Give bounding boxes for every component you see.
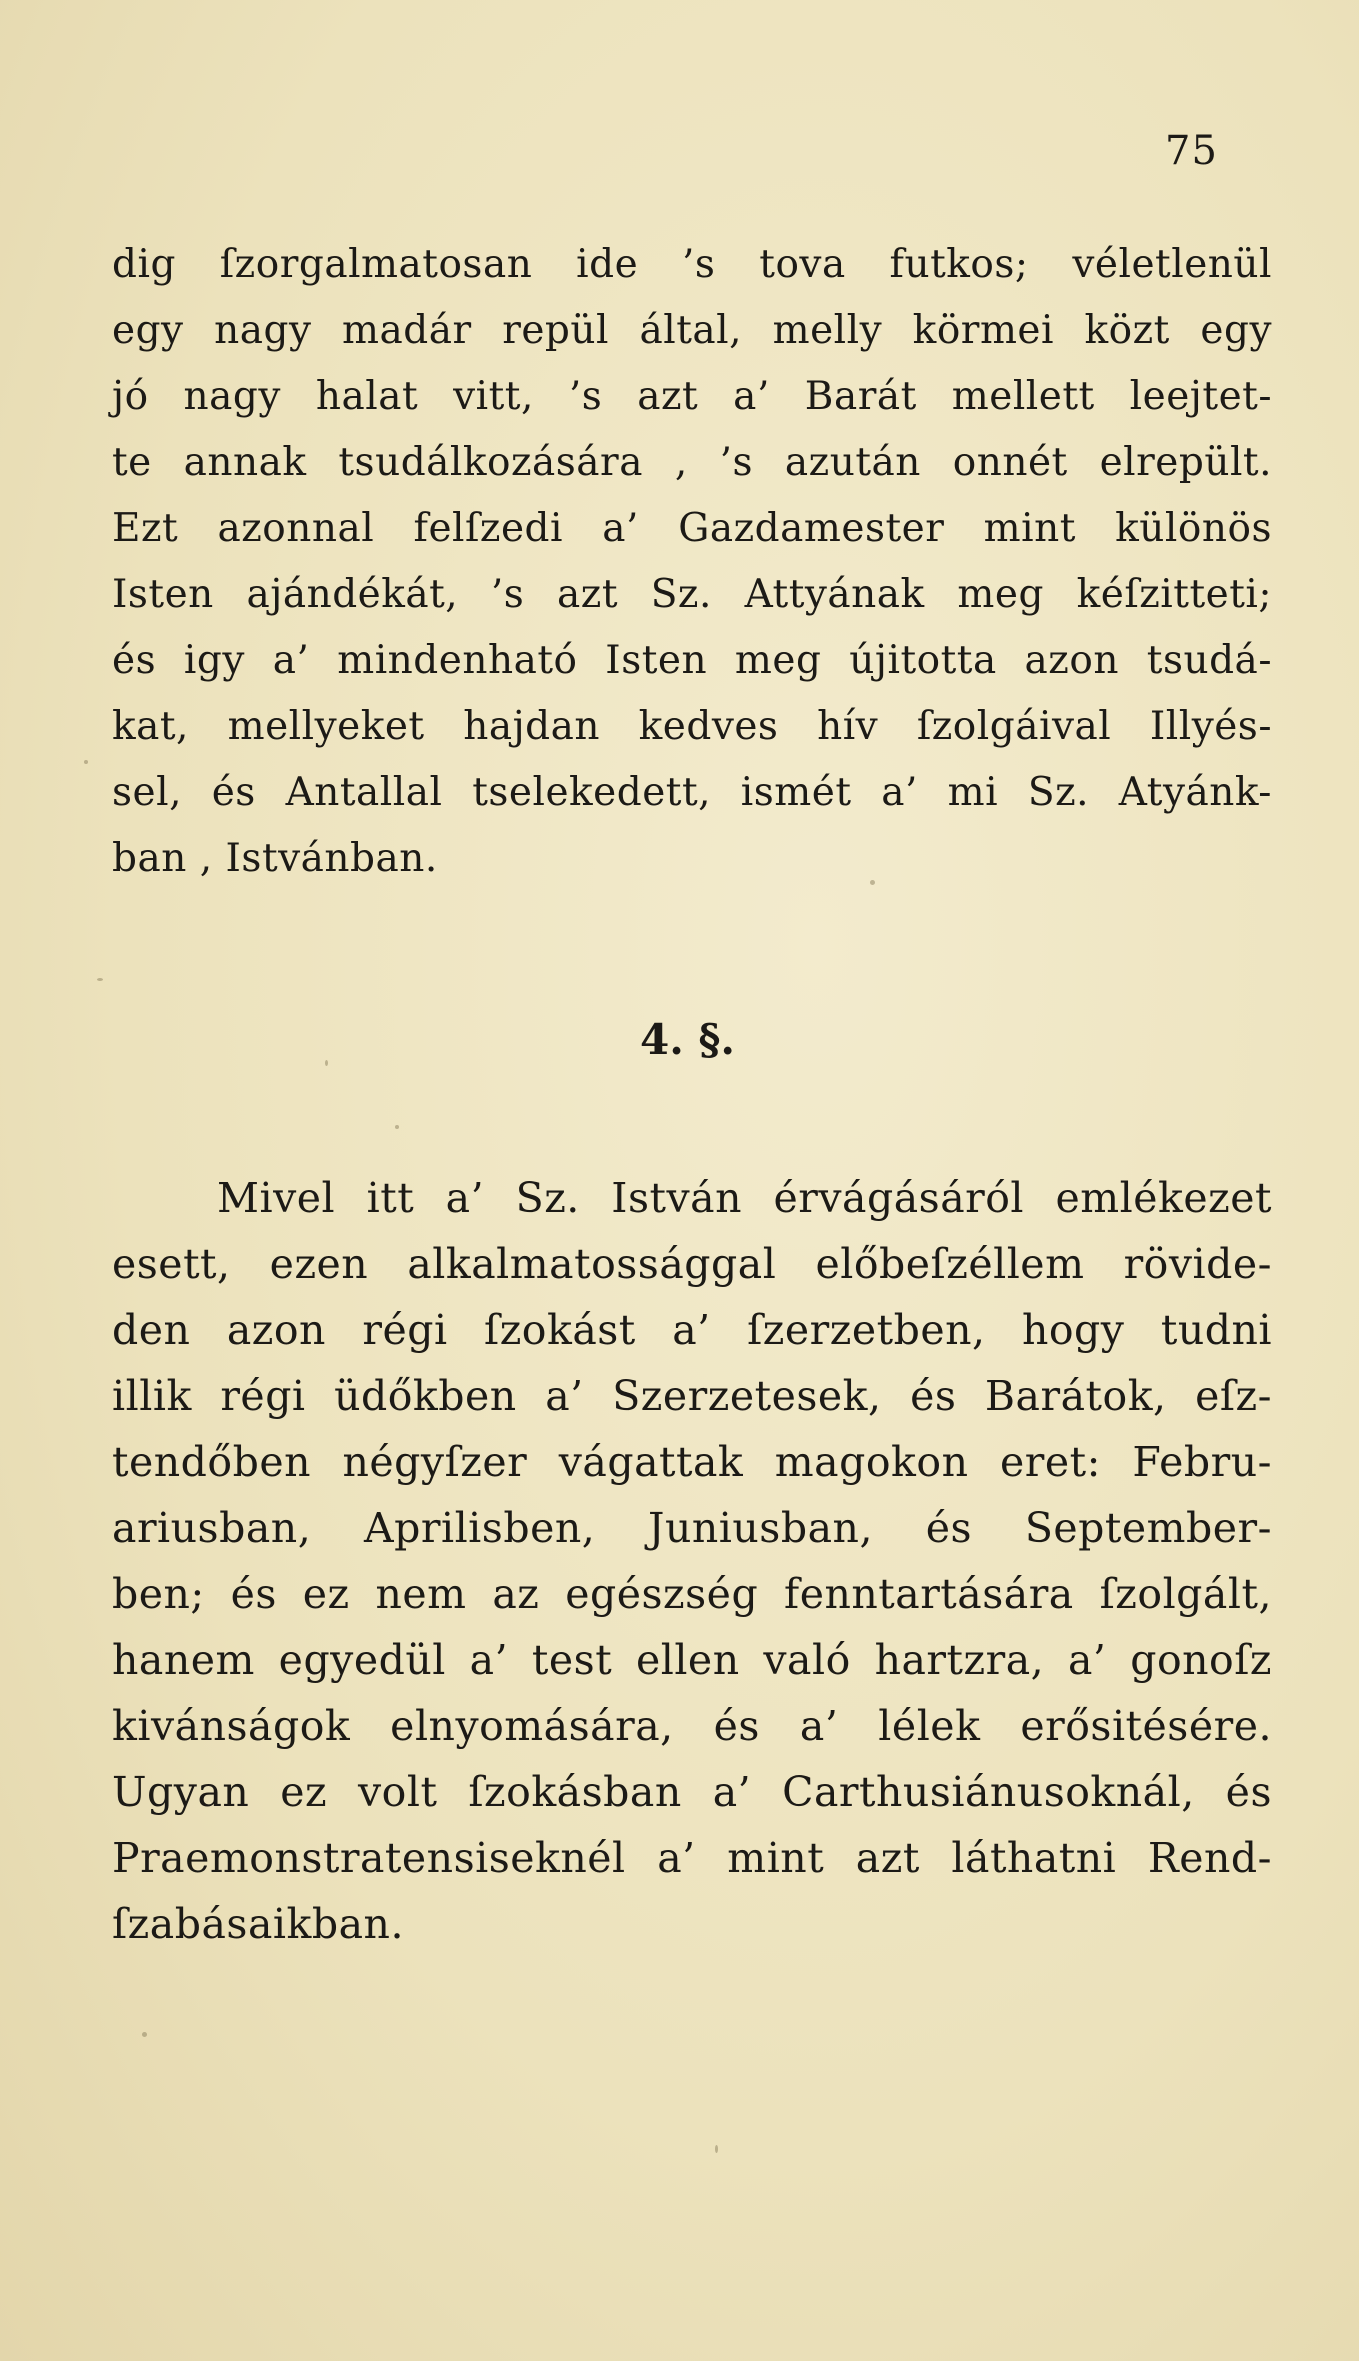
paragraph-2	[112, 1165, 1272, 1957]
text-line: egy nagy madár repül által, melly körmei közt egy	[112, 308, 1272, 353]
text-line: ariusban, Aprilisben, Juniusban, és September-	[112, 1504, 1272, 1552]
text-line: esett, ezen alkalmatossággal előbeſzéllem rövide-	[112, 1240, 1272, 1288]
text-line: jó nagy halat vitt, ’s azt a’ Barát mellett leejtet-	[112, 374, 1272, 419]
paragraph-1	[112, 232, 1272, 892]
text-line: Ugyan ez volt ſzokásban a’ Carthusiánusoknál, és	[112, 1768, 1272, 1816]
text-line: Praemonstratensiseknél a’ mint azt láthatni Rend-	[112, 1834, 1272, 1882]
text-line: Isten ajándékát, ’s azt Sz. Attyának meg kéſzitteti;	[112, 572, 1272, 617]
text-line: kat, mellyeket hajdan kedves hív ſzolgáival Illyés-	[112, 704, 1272, 749]
text-line: hanem egyedül a’ test ellen való hartzra, a’ gonoſz	[112, 1636, 1272, 1684]
text-line: és igy a’ mindenható Isten meg újitotta azon tsudá-	[112, 638, 1272, 683]
section-heading: 4. §.	[640, 1015, 736, 1064]
text-line: kivánságok elnyomására, és a’ lélek erősitésére.	[112, 1702, 1272, 1750]
text-line: illik régi üdőkben a’ Szerzetesek, és Barátok, eſz-	[112, 1372, 1272, 1420]
text-line: tendőben négyſzer vágattak magokon eret: Febru-	[112, 1438, 1272, 1486]
text-line: ſzabásaikban.	[112, 1900, 404, 1948]
text-line: ben; és ez nem az egészség fenntartására ſzolgált,	[112, 1570, 1272, 1618]
page-number: 75	[1165, 128, 1218, 174]
text-line: Mivel itt a’ Sz. István érvágásáról emlékezet	[217, 1174, 1272, 1222]
text-line: dig ſzorgalmatosan ide ’s tova futkos; véletlenül	[112, 242, 1272, 287]
text-line: Ezt azonnal felſzedi a’ Gazdamester mint különös	[112, 506, 1272, 551]
text-line: ban , Istvánban.	[112, 836, 438, 881]
text-line: sel, és Antallal tselekedett, ismét a’ mi Sz. Atyánk-	[112, 770, 1272, 815]
text-line: den azon régi ſzokást a’ ſzerzetben, hogy tudni	[112, 1306, 1272, 1354]
text-line: te annak tsudálkozására , ’s azután onnét elrepült.	[112, 440, 1272, 485]
